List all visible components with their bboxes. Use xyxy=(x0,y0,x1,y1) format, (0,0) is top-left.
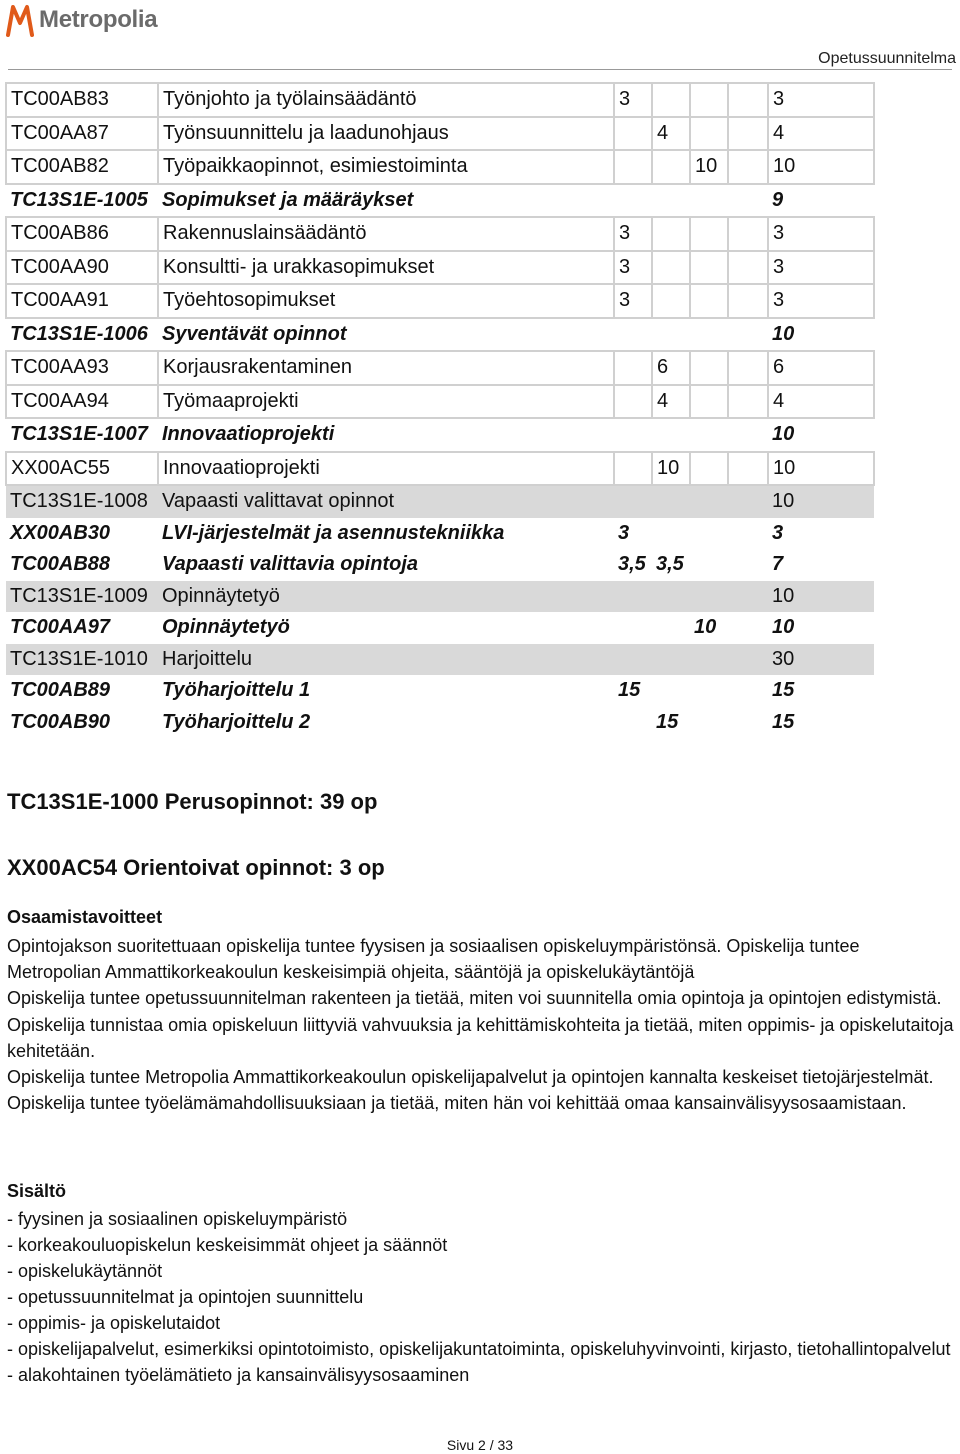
course-code: TC00AA97 xyxy=(10,616,111,639)
credit-value xyxy=(690,581,728,613)
credit-value xyxy=(614,485,652,518)
credit-value xyxy=(690,318,728,352)
credit-value xyxy=(652,284,690,318)
table-row xyxy=(6,452,874,486)
credit-value xyxy=(652,675,690,707)
credit-value: 3 xyxy=(614,217,652,251)
credit-value xyxy=(652,644,690,676)
course-name: Opinnäytetyö xyxy=(158,581,614,613)
table-row xyxy=(6,83,874,117)
course-name: Työpaikkaopinnot, esimiestoiminta xyxy=(158,150,614,184)
table-row xyxy=(6,150,874,184)
credit-value: 15 xyxy=(772,710,795,733)
course-name: Rakennuslainsäädäntö xyxy=(158,217,614,251)
course-code: TC13S1E-1007 xyxy=(10,423,148,446)
credit-value: 4 xyxy=(768,117,874,151)
credit-value xyxy=(652,612,690,644)
paragraph: Opiskelija tunnistaa omia opiskeluun liittyviä vahvuuksia ja kehittämiskohteita ja tietää, miten oppimis- ja opiskelutaitoja kehitetään. xyxy=(7,1014,954,1061)
credit-value: 3,5 xyxy=(656,553,684,576)
course-name: Vapaasti valittavia opintoja xyxy=(162,553,419,576)
credit-value: 3 xyxy=(614,284,652,318)
credit-value: 15 xyxy=(772,679,795,702)
table-row xyxy=(6,117,874,151)
table-row xyxy=(6,418,874,452)
credit-value: 4 xyxy=(652,117,690,151)
credit-value: 3 xyxy=(614,251,652,285)
credit-value xyxy=(652,184,690,218)
credit-value: 30 xyxy=(768,644,874,676)
header-divider xyxy=(8,69,952,70)
credit-value xyxy=(652,581,690,613)
table-row xyxy=(6,518,874,550)
credit-value xyxy=(614,581,652,613)
credit-value: 3 xyxy=(768,251,874,285)
credit-value xyxy=(728,217,768,251)
credit-value xyxy=(652,485,690,518)
table-row xyxy=(6,612,874,644)
course-name: LVI-järjestelmät ja asennustekniikka xyxy=(162,521,505,544)
credit-value xyxy=(652,518,690,550)
credit-value xyxy=(728,452,768,486)
course-code: TC00AB83 xyxy=(6,83,158,117)
credit-value xyxy=(690,385,728,419)
credit-value xyxy=(652,418,690,452)
table-row xyxy=(6,251,874,285)
heading-perusopinnot: TC13S1E-1000 Perusopinnot: 39 op xyxy=(7,789,378,814)
course-name: Innovaatioprojekti xyxy=(158,452,614,486)
paragraph: Opiskelija tuntee opetussuunnitelman rakenteen ja tietää, miten voi suunnitella omia opintoja ja opintojen edistymistä. xyxy=(7,988,942,1009)
credit-value: 3 xyxy=(768,83,874,117)
credit-value xyxy=(728,644,768,676)
credit-value xyxy=(728,581,768,613)
section-title-sisalto: Sisältö xyxy=(7,1181,67,1201)
credit-value xyxy=(690,452,728,486)
table-row xyxy=(6,284,874,318)
credit-value: 10 xyxy=(768,452,874,486)
osaamistavoitteet-text xyxy=(7,933,955,1116)
table-row xyxy=(6,675,874,707)
credit-value: 6 xyxy=(768,351,874,385)
course-code: TC13S1E-1009 xyxy=(6,581,158,613)
course-name: Työehtosopimukset xyxy=(158,284,614,318)
course-name: Korjausrakentaminen xyxy=(158,351,614,385)
credit-value xyxy=(690,485,728,518)
course-code: TC13S1E-1010 xyxy=(6,644,158,676)
table-row xyxy=(6,385,874,419)
credit-value xyxy=(614,418,652,452)
sisalto-list xyxy=(7,1206,955,1388)
list-item: - alakohtainen työelämätieto ja kansainvälisyysosaaminen xyxy=(7,1365,470,1385)
course-name: Syventävät opinnot xyxy=(162,322,347,345)
credit-value xyxy=(690,251,728,285)
course-name: Työnjohto ja työlainsäädäntö xyxy=(158,83,614,117)
credit-value: 15 xyxy=(656,710,679,733)
credit-value: 4 xyxy=(768,385,874,419)
credit-value xyxy=(690,518,728,550)
credit-value xyxy=(690,418,728,452)
course-name: Työharjoittelu 2 xyxy=(162,710,311,733)
credit-value: 6 xyxy=(652,351,690,385)
course-code: TC13S1E-1008 xyxy=(6,485,158,518)
table-row xyxy=(6,351,874,385)
credit-value xyxy=(614,150,652,184)
metropolia-m-icon xyxy=(5,3,35,37)
credit-value: 3 xyxy=(618,521,630,544)
list-item: - opiskelijapalvelut, esimerkiksi opintotoimisto, opiskelijakuntatoiminta, opiskeluhyvinvointi, kirjasto, tietohallintopalvelut xyxy=(7,1339,951,1359)
credit-value xyxy=(690,117,728,151)
course-name: Sopimukset ja määräykset xyxy=(162,188,414,211)
paragraph: Opintojakson suoritettuaan opiskelija tuntee fyysisen ja sosiaalisen opiskeluympäristönsä. Opiskelija tuntee Metropolian Ammattikorkeakoulun keskeisimpiä ohjeita, sääntöjä ja opiskelukäytäntöjä xyxy=(7,936,860,983)
list-item: - fyysinen ja sosiaalinen opiskeluympäristö xyxy=(7,1209,348,1229)
credit-value xyxy=(728,184,768,218)
table-row xyxy=(6,581,874,613)
course-name: Työmaaprojekti xyxy=(158,385,614,419)
credit-value xyxy=(614,707,652,739)
credit-value xyxy=(728,549,768,581)
credit-value xyxy=(614,644,652,676)
credit-value xyxy=(728,707,768,739)
credit-value xyxy=(652,150,690,184)
credit-value xyxy=(728,518,768,550)
credit-value: 4 xyxy=(652,385,690,419)
course-name: Konsultti- ja urakkasopimukset xyxy=(158,251,614,285)
credit-value: 7 xyxy=(772,553,784,576)
course-code: TC00AA87 xyxy=(6,117,158,151)
credit-value: 10 xyxy=(772,322,795,345)
credit-value: 10 xyxy=(768,581,874,613)
credit-value: 10 xyxy=(690,150,728,184)
course-name: Työnsuunnittelu ja laadunohjaus xyxy=(158,117,614,151)
credit-value xyxy=(614,385,652,419)
table-row xyxy=(6,644,874,676)
credit-value xyxy=(728,251,768,285)
credit-value xyxy=(614,184,652,218)
credit-value xyxy=(728,318,768,352)
credit-value: 10 xyxy=(652,452,690,486)
credit-value xyxy=(690,217,728,251)
course-code: TC13S1E-1006 xyxy=(10,322,148,345)
credit-value xyxy=(690,549,728,581)
course-code: TC00AB90 xyxy=(10,710,111,733)
credit-value xyxy=(728,83,768,117)
course-name: Opinnäytetyö xyxy=(162,616,290,639)
credit-value xyxy=(614,351,652,385)
credit-value xyxy=(690,644,728,676)
list-item: - korkeakouluopiskelun keskeisimmät ohjeet ja säännöt xyxy=(7,1235,448,1255)
paragraph: Opiskelija tuntee Metropolia Ammattikorkeakoulun opiskelijapalvelut ja opintojen kannalta keskeiset tietojärjestelmät. Opiskelija tuntee työelämämahdollisuuksiaan ja tietää, miten hän voi kehittää omaa kansainvälisyysosaamistaan. xyxy=(7,1067,934,1114)
credit-value: 9 xyxy=(772,188,784,211)
document-title: Opetussuunnitelma xyxy=(818,50,956,67)
credit-value xyxy=(728,284,768,318)
credit-value xyxy=(614,452,652,486)
credit-value xyxy=(614,318,652,352)
list-item: - oppimis- ja opiskelutaidot xyxy=(7,1313,221,1333)
course-code: TC00AB86 xyxy=(6,217,158,251)
course-code: TC00AA90 xyxy=(6,251,158,285)
credit-value xyxy=(690,351,728,385)
credit-value xyxy=(728,485,768,518)
course-code: XX00AC55 xyxy=(6,452,158,486)
credit-value xyxy=(728,351,768,385)
course-code: TC00AA93 xyxy=(6,351,158,385)
credit-value: 10 xyxy=(768,485,874,518)
list-item: - opetussuunnitelmat ja opintojen suunnittelu xyxy=(7,1287,364,1307)
course-code: TC00AB82 xyxy=(6,150,158,184)
course-code: TC00AB88 xyxy=(10,553,111,576)
credit-value xyxy=(614,117,652,151)
credit-value xyxy=(652,251,690,285)
credit-value xyxy=(652,217,690,251)
course-code: XX00AB30 xyxy=(10,521,111,544)
course-code: TC00AA94 xyxy=(6,385,158,419)
table-row xyxy=(6,217,874,251)
credit-value xyxy=(728,385,768,419)
heading-orientoivat-opinnot: XX00AC54 Orientoivat opinnot: 3 op xyxy=(7,855,385,880)
credit-value xyxy=(690,284,728,318)
credit-value: 15 xyxy=(618,679,641,702)
course-name: Työharjoittelu 1 xyxy=(162,679,311,702)
course-code: TC00AA91 xyxy=(6,284,158,318)
list-item: - opiskelukäytännöt xyxy=(7,1261,163,1281)
credit-value xyxy=(690,184,728,218)
course-name: Harjoittelu xyxy=(158,644,614,676)
credit-value xyxy=(690,707,728,739)
credit-value xyxy=(728,612,768,644)
table-row xyxy=(6,184,874,218)
credit-value: 10 xyxy=(768,150,874,184)
credit-value xyxy=(728,150,768,184)
credit-value xyxy=(728,675,768,707)
credit-value: 10 xyxy=(772,616,795,639)
credit-value: 10 xyxy=(694,616,717,639)
table-row xyxy=(6,485,874,518)
credit-value xyxy=(614,612,652,644)
credit-value: 3 xyxy=(768,284,874,318)
logo-text: Metropolia xyxy=(39,6,158,33)
course-name: Vapaasti valittavat opinnot xyxy=(158,485,614,518)
credit-value xyxy=(690,83,728,117)
credit-value xyxy=(690,675,728,707)
credit-value: 3 xyxy=(772,521,784,544)
credit-value: 3 xyxy=(768,217,874,251)
table-row xyxy=(6,549,874,581)
table-row xyxy=(6,707,874,739)
metropolia-logo xyxy=(5,2,157,38)
credit-value xyxy=(652,83,690,117)
credit-value xyxy=(728,418,768,452)
page-number: Sivu 2 / 33 xyxy=(446,1437,514,1453)
course-name: Innovaatioprojekti xyxy=(162,423,335,446)
credit-value: 3 xyxy=(614,83,652,117)
table-row xyxy=(6,318,874,352)
course-code: TC13S1E-1005 xyxy=(10,188,148,211)
curriculum-table xyxy=(5,82,875,738)
credit-value: 10 xyxy=(772,423,795,446)
section-title-osaamistavoitteet: Osaamistavoitteet xyxy=(7,907,163,927)
credit-value xyxy=(652,318,690,352)
course-code: TC00AB89 xyxy=(10,679,111,702)
credit-value: 3,5 xyxy=(618,553,646,576)
credit-value xyxy=(728,117,768,151)
